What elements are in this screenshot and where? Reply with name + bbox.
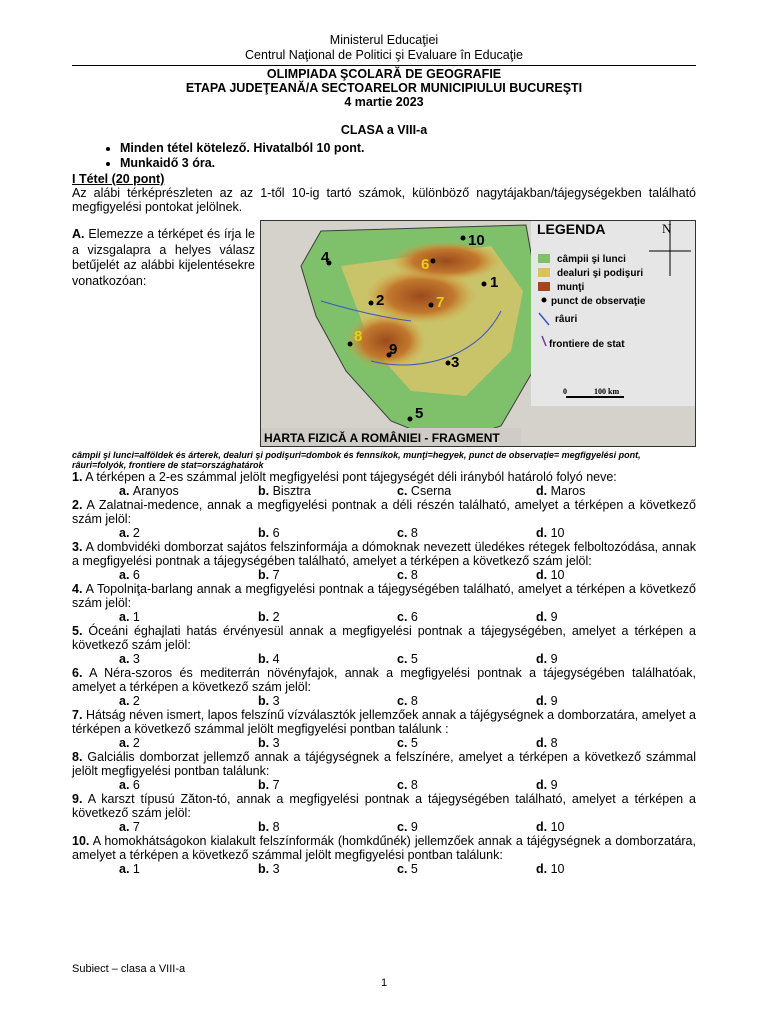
- option-letter: b.: [258, 820, 270, 834]
- answer-option: [258, 610, 397, 624]
- option-letter: d.: [536, 652, 548, 666]
- answer-option: [397, 526, 536, 540]
- option-value: 7: [272, 568, 280, 582]
- question-text: A Zalatnai-medence, annak a megfigyelési pontnak a déli részén található, amelyet a térképen a következő szám jelöl:: [72, 498, 696, 526]
- option-letter: c.: [397, 736, 408, 750]
- option-letter: a.: [119, 736, 130, 750]
- question-text: Galciális domborzat jellemző annak a tájégységnek a felszínére, amelyet a térképen a következő számmal jelölt megfigyelési pontban találunk:: [72, 750, 696, 778]
- option-value: 10: [550, 820, 565, 834]
- answer-option: [258, 820, 397, 834]
- question-list: [72, 470, 696, 876]
- option-letter: d.: [536, 778, 548, 792]
- option-value: 5: [410, 736, 418, 750]
- question-text: A Néra-szoros és mediterrán növényfajok, annak a megfigyelési pontnak a tájegységében találhatóak, amelyet a térképen a következő szám jelöl:: [72, 666, 696, 694]
- option-letter: d.: [536, 736, 548, 750]
- answer-options: [72, 820, 696, 834]
- option-value: 6: [132, 778, 140, 792]
- point-label: 5: [415, 405, 424, 422]
- option-letter: c.: [397, 568, 408, 582]
- page-number: 1: [380, 977, 388, 989]
- question-number: 8.: [72, 750, 83, 764]
- answer-option: [397, 820, 536, 834]
- option-letter: c.: [397, 610, 408, 624]
- option-value: 9: [550, 610, 558, 624]
- option-letter: d.: [536, 484, 548, 498]
- option-value: 2: [132, 526, 140, 540]
- hills-swatch: [538, 268, 550, 277]
- point-label: 1: [490, 274, 499, 291]
- option-value: 9: [550, 778, 558, 792]
- option-letter: a.: [119, 694, 130, 708]
- answer-option: [258, 862, 397, 876]
- point-label: 4: [321, 249, 330, 266]
- answer-option: [397, 736, 536, 750]
- question-text: A karszt típusú Zăton-tó, annak a megfigyelési pontnak a tájegységében található, amelyet a térképen a következő szám jelöl:: [72, 792, 696, 820]
- answer-options: [72, 568, 696, 582]
- option-letter: c.: [397, 778, 408, 792]
- legend-plains: câmpii şi lunci: [557, 254, 626, 265]
- answer-option: [119, 652, 258, 666]
- option-value: 5: [410, 652, 418, 666]
- option-letter: c.: [397, 694, 408, 708]
- physical-map: [260, 220, 696, 447]
- question-text: A homokhátságokon kialakult felszínformák (homkdűnék) jellemzőek annak a tájégységnek a domborzatára, amelyet a térképen a következő számmal jelölt megfigyelési pontban találunk:: [72, 834, 696, 862]
- legend-mountains: munţi: [557, 282, 585, 293]
- option-letter: a.: [119, 568, 130, 582]
- rule-item: • Munkaidő 3 óra.: [120, 156, 696, 171]
- option-letter: c.: [397, 820, 408, 834]
- option-letter: a.: [119, 778, 130, 792]
- option-value: 8: [550, 736, 558, 750]
- option-value: Maros: [550, 484, 586, 498]
- option-letter: b.: [258, 652, 270, 666]
- question-number: 5.: [72, 624, 83, 638]
- answer-option: [536, 778, 558, 792]
- option-value: 2: [132, 736, 140, 750]
- option-letter: d.: [536, 610, 548, 624]
- answer-option: [258, 694, 397, 708]
- question-3: [72, 540, 696, 568]
- observation-point: [369, 301, 374, 306]
- observation-point: [408, 417, 413, 422]
- observation-point: [348, 342, 353, 347]
- answer-option: [397, 484, 536, 498]
- option-letter: d.: [536, 862, 548, 876]
- option-value: 8: [410, 568, 418, 582]
- question-text: Óceáni éghajlati hatás érvényesül annak a megfigyelési pontnak a tájegységében, amelyet a térképen a következő szám jelöl:: [72, 624, 696, 652]
- observation-point: [482, 282, 487, 287]
- answer-option: [397, 610, 536, 624]
- answer-option: [258, 484, 397, 498]
- answer-option: [536, 526, 565, 540]
- option-letter: b.: [258, 568, 270, 582]
- footer-subject: Subiect – clasa a VIII-a: [72, 963, 186, 975]
- answer-option: [119, 736, 258, 750]
- point-label: 7: [436, 294, 445, 311]
- option-letter: a.: [119, 484, 130, 498]
- answer-option: [119, 778, 258, 792]
- point-label: 2: [376, 292, 385, 309]
- option-value: 3: [272, 694, 280, 708]
- question-text: A Topolniţa-barlang annak a megfigyelési pontnak a tájegységében található, amelyet a térképen a következő szám jelöl:: [72, 582, 696, 610]
- section-a-text: [72, 227, 255, 289]
- olympiad-title: OLIMPIADA ŞCOLARĂ DE GEOGRAFIE: [266, 67, 502, 81]
- option-letter: b.: [258, 610, 270, 624]
- question-number: 7.: [72, 708, 83, 722]
- question-number: 3.: [72, 540, 83, 554]
- question-5: [72, 624, 696, 652]
- legend-title: LEGENDA: [537, 221, 606, 237]
- option-letter: d.: [536, 526, 548, 540]
- option-value: 8: [410, 694, 418, 708]
- option-value: 3: [132, 652, 140, 666]
- answer-option: [536, 694, 558, 708]
- option-letter: d.: [536, 820, 548, 834]
- option-value: 10: [550, 862, 565, 876]
- map-graphic: [261, 221, 695, 446]
- question-2: [72, 498, 696, 526]
- answer-options: [72, 694, 696, 708]
- option-value: Aranyos: [132, 484, 179, 498]
- exam-page: [72, 0, 696, 876]
- option-letter: a.: [119, 526, 130, 540]
- option-value: 9: [550, 652, 558, 666]
- answer-option: [119, 568, 258, 582]
- option-letter: b.: [258, 526, 270, 540]
- question-text: A dombvidéki domborzat sajátos felszinformája a dómoknak nevezett üledékes rétegek felboltozódása, annak a megfigyelési pontnak a tájegységében található, amelyet a térképen a következő szám jelöl:: [72, 540, 696, 568]
- question-text: Hátság néven ismert, lapos felszínű vízválasztók jellemzőek annak a tájégységnek a domborzatára, amelyet a térképen a következő számmal jelölt megfigyelési pontban találunk :: [72, 708, 696, 736]
- question-number: 10.: [72, 834, 90, 848]
- map-caption: HARTA FIZICĂ A ROMÂNIEI - FRAGMENT: [264, 431, 500, 445]
- answer-options: [72, 736, 696, 750]
- legend-point: punct de observaţie: [551, 296, 646, 307]
- option-value: Bisztra: [272, 484, 311, 498]
- legend-borders: frontiere de stat: [549, 339, 625, 350]
- point-label: 8: [354, 328, 363, 345]
- option-letter: a.: [119, 610, 130, 624]
- point-label: 3: [451, 354, 460, 371]
- option-value: 8: [410, 526, 418, 540]
- answer-options: [72, 778, 696, 792]
- answer-option: [397, 778, 536, 792]
- option-letter: b.: [258, 736, 270, 750]
- option-letter: d.: [536, 694, 548, 708]
- answer-option: [536, 652, 558, 666]
- option-value: 3: [272, 736, 280, 750]
- option-value: 2: [132, 694, 140, 708]
- observation-point: [446, 361, 451, 366]
- option-letter: b.: [258, 862, 270, 876]
- question-number: 9.: [72, 792, 83, 806]
- question-number: 2.: [72, 498, 83, 512]
- answer-option: [397, 862, 536, 876]
- legend-rivers: râuri: [555, 314, 578, 325]
- answer-option: [536, 736, 558, 750]
- answer-option: [258, 526, 397, 540]
- option-value: 7: [132, 820, 140, 834]
- answer-options: [72, 610, 696, 624]
- answer-option: [258, 568, 397, 582]
- answer-options: [72, 862, 696, 876]
- center-name: Centrul Naţional de Politici şi Evaluare în Educaţie: [245, 48, 523, 62]
- question-8: [72, 750, 696, 778]
- option-value: 9: [550, 694, 558, 708]
- point-label: 9: [389, 341, 398, 358]
- answer-option: [397, 568, 536, 582]
- option-value: 10: [550, 568, 565, 582]
- section-a: [72, 221, 696, 447]
- option-value: 1: [132, 610, 140, 624]
- option-value: 1: [132, 862, 140, 876]
- answer-option: [119, 526, 258, 540]
- answer-option: [536, 862, 565, 876]
- option-letter: c.: [397, 862, 408, 876]
- rule-item: • Minden tétel kötelező. Hivatalból 10 pont.: [120, 141, 696, 156]
- observation-point: [431, 259, 436, 264]
- option-letter: b.: [258, 778, 270, 792]
- option-letter: a.: [119, 652, 130, 666]
- section-a-instructions: Elemezze a térképet és írja le a vizsgalapra a helyes válasz betűjelét az alábbi kijelentésekre vonatkozóan:: [72, 227, 255, 288]
- question-10: [72, 834, 696, 862]
- option-value: Cserna: [410, 484, 452, 498]
- option-value: 2: [272, 610, 280, 624]
- option-value: 6: [132, 568, 140, 582]
- option-value: 6: [410, 610, 418, 624]
- answer-option: [119, 820, 258, 834]
- option-letter: a.: [119, 820, 130, 834]
- answer-option: [536, 568, 565, 582]
- section-a-letter: A.: [72, 227, 85, 241]
- option-value: 5: [410, 862, 418, 876]
- observation-point: [461, 236, 466, 241]
- option-letter: c.: [397, 652, 408, 666]
- answer-option: [258, 652, 397, 666]
- answer-option: [536, 610, 558, 624]
- mountains-swatch: [538, 282, 550, 291]
- question-9: [72, 792, 696, 820]
- answer-option: [536, 820, 565, 834]
- answer-option: [119, 484, 258, 498]
- question-text: A térképen a 2-es számmal jelölt megfigyelési pont tájegységét déli irányból határoló folyó neve:: [85, 470, 617, 484]
- answer-option: [397, 652, 536, 666]
- question-7: [72, 708, 696, 736]
- point-label: 10: [468, 232, 485, 249]
- question-6: [72, 666, 696, 694]
- option-value: 8: [272, 820, 280, 834]
- stage-title: ETAPA JUDEŢEANĂ/A SECTOARELOR MUNICIPIULUI BUCUREŞTI: [185, 81, 583, 95]
- intro-text: Az alábi térképrészleten az az 1-től 10-ig tartó számok, különböző nagytájakban/tájegységekben található megfigyelési pontokat jelölnek.: [72, 186, 696, 214]
- option-letter: a.: [119, 862, 130, 876]
- legend-translation: câmpii şi lunci=alföldek és árterek, dealuri şi podişuri=dombok és fennsíkok, munţi=hegyek, punct de observaţie= megfigyelési pont, râuri=folyók, frontiere de stat=országhatárok: [72, 450, 641, 470]
- plains-swatch: [538, 254, 550, 263]
- option-value: 6: [272, 526, 280, 540]
- answer-option: [119, 610, 258, 624]
- answer-option: [397, 694, 536, 708]
- north-label: N: [662, 221, 672, 236]
- answer-option: [119, 694, 258, 708]
- legend-hills: dealuri şi podişuri: [557, 268, 644, 279]
- option-letter: d.: [536, 568, 548, 582]
- point-symbol: [542, 298, 547, 303]
- point-label: 6: [421, 256, 430, 273]
- question-number: 6.: [72, 666, 83, 680]
- answer-options: [72, 652, 696, 666]
- ministry-name: Ministerul Educaţiei: [329, 33, 439, 47]
- scale-km: 100 km: [594, 387, 620, 396]
- scale-zero: 0: [563, 387, 567, 396]
- answer-options: [72, 484, 696, 498]
- question-1: [72, 470, 696, 484]
- option-letter: c.: [397, 484, 408, 498]
- option-value: 8: [410, 778, 418, 792]
- answer-options: [72, 526, 696, 540]
- option-letter: b.: [258, 484, 270, 498]
- answer-option: [119, 862, 258, 876]
- exam-date: 4 martie 2023: [344, 95, 424, 109]
- question-4: [72, 582, 696, 610]
- section-title: I Tétel (20 pont): [72, 172, 165, 186]
- answer-option: [258, 778, 397, 792]
- option-value: 3: [272, 862, 280, 876]
- answer-option: [536, 484, 585, 498]
- observation-point: [429, 303, 434, 308]
- header-divider: [72, 65, 696, 66]
- option-letter: b.: [258, 694, 270, 708]
- question-number: 1.: [72, 470, 83, 484]
- rules-list: [72, 141, 696, 171]
- option-value: 7: [272, 778, 280, 792]
- option-letter: c.: [397, 526, 408, 540]
- answer-option: [258, 736, 397, 750]
- option-value: 4: [272, 652, 280, 666]
- option-value: 10: [550, 526, 565, 540]
- question-number: 4.: [72, 582, 83, 596]
- option-value: 9: [410, 820, 418, 834]
- class-title: CLASA a VIII-a: [340, 123, 428, 137]
